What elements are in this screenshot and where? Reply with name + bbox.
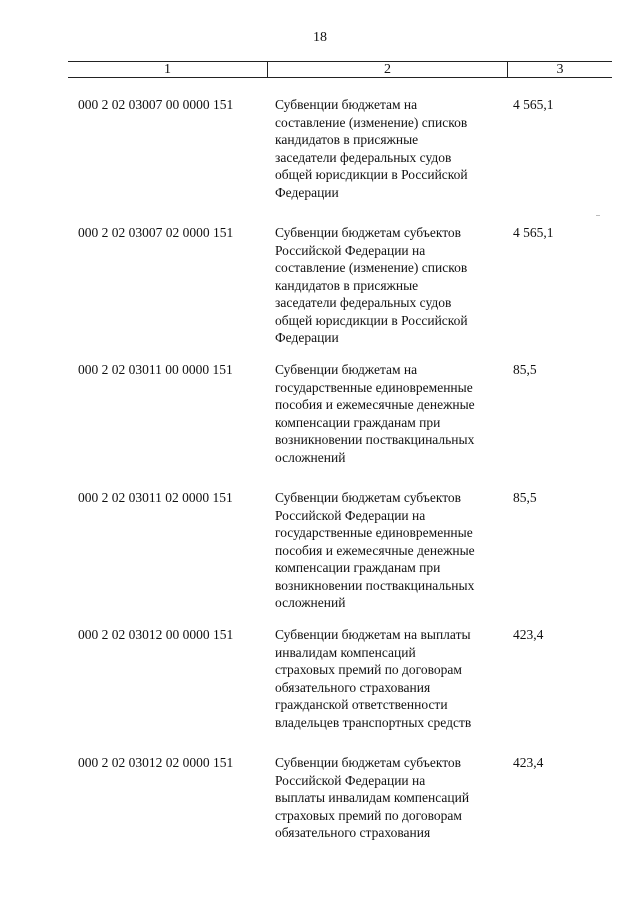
description-cell <box>275 754 507 842</box>
amount-cell: 423,4 <box>513 755 544 770</box>
page-number: 18 <box>313 30 327 45</box>
table-row <box>0 626 640 754</box>
description-line: пособия и ежемесячные денежные <box>275 542 475 558</box>
budget-code-cell: 000 2 02 03012 02 0000 151 <box>78 755 234 770</box>
description-line: заседатели федеральных судов <box>275 295 452 310</box>
description-line: Субвенции бюджетам субъектов <box>275 755 462 770</box>
description-line: выплаты инвалидам компенсаций <box>275 790 470 805</box>
description-line: обязательного страхования <box>275 679 431 695</box>
description-cell <box>275 489 507 612</box>
table-row <box>0 754 640 882</box>
description-line: страховых премий по договорам <box>275 662 462 677</box>
description-cell <box>275 224 507 347</box>
table-row <box>0 361 640 489</box>
description-line: Субвенции бюджетам на выплаты <box>275 627 471 642</box>
description-line: Субвенции бюджетам субъектов <box>275 225 462 240</box>
description-line: Субвенции бюджетам на <box>275 97 418 112</box>
budget-code-cell: 000 2 02 03007 00 0000 151 <box>78 97 234 112</box>
table-row <box>0 224 640 361</box>
description-line: инвалидам компенсаций <box>275 644 416 660</box>
description-line: государственные единовременные <box>275 379 473 395</box>
description-line: составление (изменение) списков <box>275 114 468 130</box>
description-line: Российской Федерации на <box>275 242 426 258</box>
description-line: владельцев транспортных средств <box>275 714 472 730</box>
description-line: возникновении поствакцинальных <box>275 432 475 447</box>
table-header-bottom-rule <box>68 77 612 78</box>
description-cell <box>275 626 507 731</box>
budget-code-cell: 000 2 02 03011 02 0000 151 <box>78 490 233 505</box>
description-line: кандидатов в присяжные <box>275 132 419 147</box>
budget-code-cell: 000 2 02 03011 00 0000 151 <box>78 362 233 377</box>
table-row <box>0 489 640 626</box>
budget-code-cell: 000 2 02 03012 00 0000 151 <box>78 627 234 642</box>
description-line: заседатели федеральных судов <box>275 149 452 165</box>
description-line: кандидатов в присяжные <box>275 277 419 293</box>
amount-cell: 4 565,1 <box>513 225 554 240</box>
description-line: компенсации гражданам при <box>275 560 441 575</box>
amount-cell: 423,4 <box>513 627 544 642</box>
amount-cell: 4 565,1 <box>513 97 554 112</box>
description-cell <box>275 361 507 466</box>
description-line: осложнений <box>275 449 346 465</box>
description-line: осложнений <box>275 595 346 610</box>
description-line: государственные единовременные <box>275 525 473 540</box>
description-line: обязательного страхования <box>275 825 431 840</box>
table-body <box>0 96 640 882</box>
description-line: страховых премий по договорам <box>275 807 462 823</box>
description-line: возникновении поствакцинальных <box>275 577 475 593</box>
description-line: составление (изменение) списков <box>275 260 468 275</box>
column-header-amount: 3 <box>556 62 564 77</box>
description-line: компенсации гражданам при <box>275 414 441 430</box>
description-line: Субвенции бюджетам субъектов <box>275 490 462 505</box>
description-line: Российской Федерации на <box>275 507 426 523</box>
description-line: Субвенции бюджетам на <box>275 362 418 377</box>
amount-cell: 85,5 <box>513 362 537 377</box>
column-header-name: 2 <box>384 62 391 77</box>
description-line: пособия и ежемесячные денежные <box>275 397 475 412</box>
description-line: Российской Федерации на <box>275 772 426 788</box>
description-line: общей юрисдикции в Российской <box>275 167 468 182</box>
description-cell <box>275 96 507 201</box>
column-header-code: 1 <box>164 62 171 77</box>
description-line: общей юрисдикции в Российской <box>275 312 468 328</box>
budget-code-cell: 000 2 02 03007 02 0000 151 <box>78 225 234 240</box>
description-line: Федерации <box>275 330 339 345</box>
table-row <box>0 96 640 224</box>
description-line: гражданской ответственности <box>275 697 448 712</box>
description-line: Федерации <box>275 184 339 200</box>
amount-cell: 85,5 <box>513 490 537 505</box>
